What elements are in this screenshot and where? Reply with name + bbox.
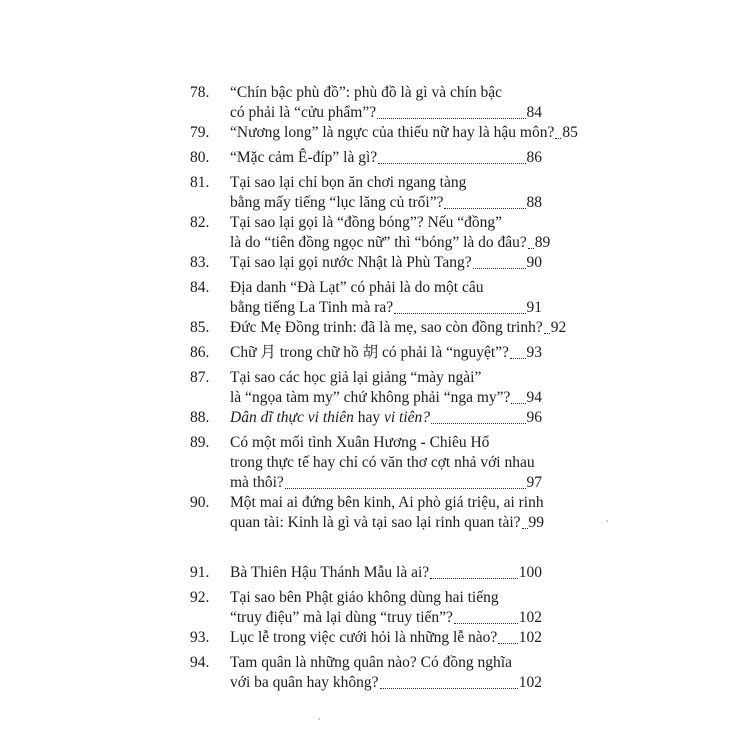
page-number: 84 bbox=[526, 104, 542, 121]
entry-line-text: là do “tiên đồng ngọc nữ” thì “bóng” là do đâu? bbox=[230, 234, 527, 251]
entry-line-text: bằng mấy tiếng “lục lăng củ trối”? bbox=[230, 194, 444, 211]
entry-line-text: Tại sao lại chỉ bọn ăn chơi ngang tàng bbox=[230, 174, 467, 191]
page-number: 99 bbox=[528, 514, 545, 531]
entry-line bbox=[230, 563, 542, 583]
entry-line-text: Một mai ai đứng bên kinh, Ai phò giá triệu, ai rinh bbox=[230, 494, 544, 511]
dot-leader bbox=[454, 604, 518, 624]
toc-entry bbox=[190, 213, 551, 253]
entry-line bbox=[230, 253, 542, 273]
page-number: 102 bbox=[518, 674, 542, 691]
toc-entry bbox=[190, 148, 542, 168]
entry-line-text: với ba quân hay không? bbox=[230, 674, 379, 691]
dot-leader bbox=[511, 384, 525, 404]
entry-line-text: Có một mối tình Xuân Hương - Chiêu Hổ bbox=[230, 434, 490, 451]
entry-line bbox=[230, 213, 542, 233]
entry-title bbox=[230, 253, 542, 273]
page-number: 88 bbox=[526, 194, 542, 211]
entry-title bbox=[230, 368, 542, 408]
entry-title bbox=[230, 123, 578, 143]
entry-line bbox=[230, 193, 542, 213]
entry-number: 87. bbox=[190, 369, 210, 386]
dot-leader bbox=[431, 404, 525, 424]
entry-line-text: Chữ 月 trong chữ hồ 胡 có phải là “nguyệt”? bbox=[230, 344, 509, 361]
entry-number: 89. bbox=[190, 434, 210, 451]
entry-title bbox=[230, 318, 567, 338]
page-number: 100 bbox=[518, 564, 542, 581]
toc-entry bbox=[190, 563, 542, 583]
dot-leader bbox=[555, 119, 561, 139]
page-number: 92 bbox=[550, 319, 567, 336]
entry-number: 84. bbox=[190, 279, 210, 296]
entry-line-text: quan tài: Kinh là gì và tại sao lại rinh quan tài? bbox=[230, 514, 521, 531]
entry-title bbox=[230, 563, 542, 583]
entry-line-text: Đức Mẹ Đồng trinh: đã là mẹ, sao còn đồng trinh? bbox=[230, 319, 543, 336]
entry-title bbox=[230, 433, 542, 493]
toc-entry bbox=[190, 433, 542, 493]
entry-line-text: Tại sao bên Phật giáo không dùng hai tiếng bbox=[230, 589, 499, 606]
entry-line bbox=[230, 513, 545, 533]
entry-line-text: Tại sao các học giả lại giảng “mày ngài” bbox=[230, 369, 482, 386]
entry-title bbox=[230, 213, 551, 253]
paper-speck bbox=[318, 718, 320, 720]
paper-speck bbox=[606, 520, 608, 522]
entry-line-text: Lục lễ trong việc cưới hỏi là những lễ nào? bbox=[230, 629, 498, 646]
entry-line-text: trong thực tế hay chỉ có văn thơ cợt nhả với nhau bbox=[230, 454, 535, 471]
entry-line-text: Dân dĩ thực vi thiên hay vi tiên? bbox=[230, 409, 431, 426]
entry-title bbox=[230, 173, 542, 213]
entry-number: 83. bbox=[190, 254, 210, 271]
entry-line bbox=[230, 608, 542, 628]
page-number: 90 bbox=[526, 254, 542, 271]
entry-line bbox=[230, 148, 542, 168]
toc-entry bbox=[190, 123, 578, 143]
page-number: 102 bbox=[518, 629, 542, 646]
dot-leader bbox=[528, 229, 534, 249]
entry-line bbox=[230, 318, 567, 338]
entry-title bbox=[230, 408, 542, 428]
entry-line-text: Tại sao lại gọi nước Nhật là Phù Tang? bbox=[230, 254, 472, 271]
dot-leader bbox=[444, 189, 525, 209]
toc-entry bbox=[190, 588, 542, 628]
entry-title bbox=[230, 343, 542, 363]
entry-number: 90. bbox=[190, 494, 210, 511]
entry-line-text: bằng tiếng La Tinh mà ra? bbox=[230, 299, 394, 316]
entry-number: 79. bbox=[190, 124, 210, 141]
toc-entry bbox=[190, 318, 567, 338]
dot-leader bbox=[378, 144, 525, 164]
entry-line-text: Bà Thiên Hậu Thánh Mẫu là ai? bbox=[230, 564, 430, 581]
entry-title bbox=[230, 148, 542, 168]
entry-number: 85. bbox=[190, 319, 210, 336]
toc-entry bbox=[190, 83, 542, 123]
page-number: 85 bbox=[562, 124, 578, 141]
entry-line bbox=[230, 433, 542, 453]
dot-leader bbox=[285, 469, 526, 489]
dot-leader bbox=[473, 249, 526, 269]
entry-line bbox=[230, 493, 542, 513]
toc-entry bbox=[190, 368, 542, 408]
page-number: 94 bbox=[526, 389, 542, 406]
dot-leader bbox=[498, 624, 517, 644]
page-number: 102 bbox=[518, 609, 542, 626]
entry-line-text: “Mặc cảm Ê-đíp” là gì? bbox=[230, 149, 378, 166]
entry-title bbox=[230, 653, 542, 693]
entry-line bbox=[230, 368, 542, 388]
page-number: 97 bbox=[526, 474, 542, 491]
page-number: 91 bbox=[526, 299, 542, 316]
entry-title bbox=[230, 628, 542, 648]
entry-number: 93. bbox=[190, 629, 210, 646]
entry-line bbox=[230, 673, 542, 693]
toc-entry bbox=[190, 173, 542, 213]
entry-line bbox=[230, 298, 542, 318]
toc-entry bbox=[190, 493, 545, 533]
dot-leader bbox=[380, 669, 518, 689]
page-number: 86 bbox=[526, 149, 542, 166]
dot-leader bbox=[394, 294, 525, 314]
entry-title bbox=[230, 83, 542, 123]
dot-leader bbox=[377, 99, 525, 119]
entry-number: 92. bbox=[190, 589, 210, 606]
entry-number: 82. bbox=[190, 214, 210, 231]
toc-entry bbox=[190, 253, 542, 273]
entry-line bbox=[230, 473, 542, 493]
entry-line-text: “Chín bậc phù đồ”: phù đồ là gì và chín bậc bbox=[230, 84, 503, 101]
entry-title bbox=[230, 493, 545, 533]
entry-number: 91. bbox=[190, 564, 210, 581]
dot-leader bbox=[544, 314, 550, 334]
page-number: 89 bbox=[534, 234, 551, 251]
entry-number: 78. bbox=[190, 84, 210, 101]
entry-line bbox=[230, 343, 542, 363]
dot-leader bbox=[510, 339, 526, 359]
entry-number: 86. bbox=[190, 344, 210, 361]
dot-leader bbox=[522, 509, 528, 529]
toc-entry bbox=[190, 278, 542, 318]
page-number: 93 bbox=[526, 344, 542, 361]
entry-line-text: Địa danh “Đà Lạt” có phải là do một câu bbox=[230, 279, 484, 296]
dot-leader bbox=[430, 559, 518, 579]
entry-line-text: có phải là “cửu phẩm”? bbox=[230, 104, 377, 121]
toc-entry bbox=[190, 653, 542, 693]
entry-line bbox=[230, 408, 542, 428]
entry-line bbox=[230, 103, 542, 123]
entry-number: 94. bbox=[190, 654, 210, 671]
entry-line-text: mà thôi? bbox=[230, 474, 284, 491]
entry-line-text: là “ngọa tàm my” chứ không phải “nga my”? bbox=[230, 389, 511, 406]
entry-number: 80. bbox=[190, 149, 210, 166]
entry-line-text: “Nương long” là ngực của thiếu nữ hay là hậu môn? bbox=[230, 124, 555, 141]
toc-entry bbox=[190, 343, 542, 363]
page-number: 96 bbox=[526, 409, 542, 426]
entry-line-text: “truy điệu” mà lại dùng “truy tiến”? bbox=[230, 609, 453, 626]
entry-line bbox=[230, 123, 578, 143]
entry-title bbox=[230, 588, 542, 628]
entry-line-text: Tam quân là những quân nào? Có đồng nghĩa bbox=[230, 654, 512, 671]
entry-line bbox=[230, 628, 542, 648]
entry-title bbox=[230, 278, 542, 318]
entry-number: 81. bbox=[190, 174, 210, 191]
entry-number: 88. bbox=[190, 409, 210, 426]
entry-line-text: Tại sao lại gọi là “đồng bóng”? Nếu “đồng” bbox=[230, 214, 503, 231]
toc-entry bbox=[190, 408, 542, 428]
toc-entry bbox=[190, 628, 542, 648]
